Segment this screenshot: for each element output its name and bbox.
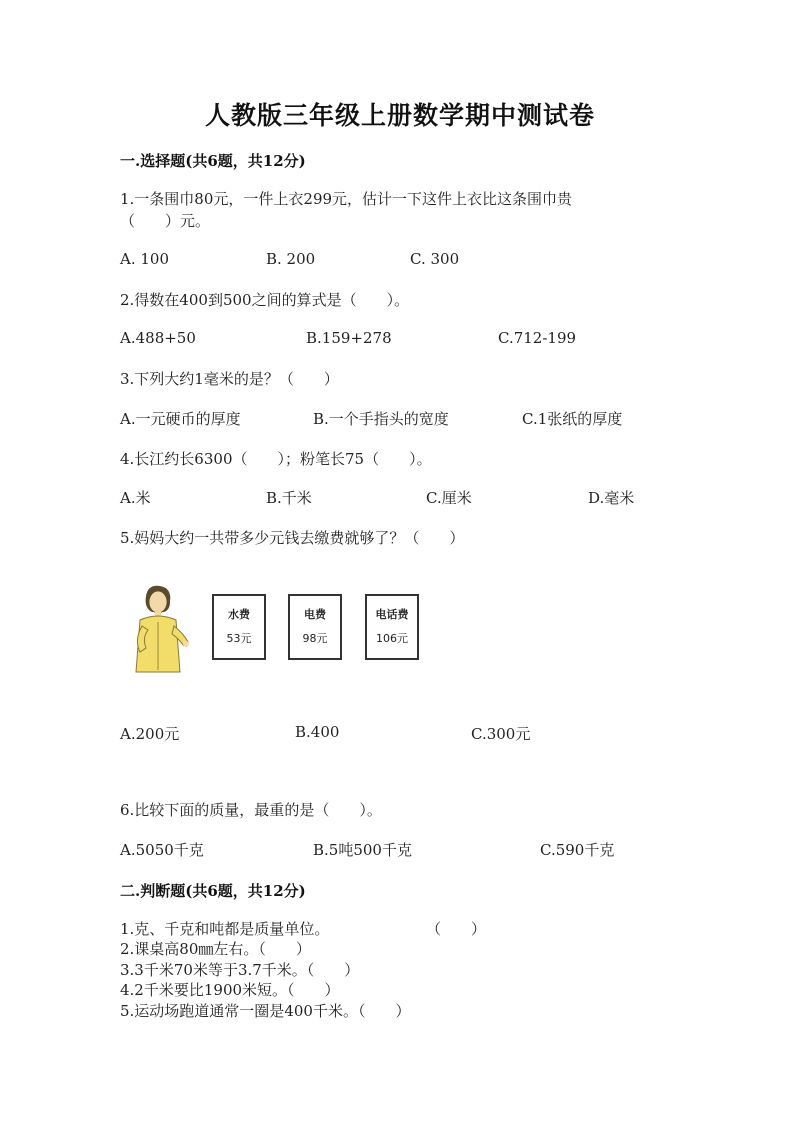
question-3-text: 3.下列大约1毫米的是？（ ）: [120, 370, 339, 388]
bill-amount: 106元: [376, 632, 408, 645]
question-4-option-a: A.米: [120, 489, 151, 507]
question-6-text: 6.比较下面的质量，最重的是（ ）。: [120, 801, 382, 819]
bill-amount: 53元: [226, 632, 252, 645]
question-5-text: 5.妈妈大约一共带多少元钱去缴费就够了？（ ）: [120, 529, 465, 547]
question-5-option-b: B.400: [295, 723, 340, 741]
question-1-option-c: C. 300: [410, 250, 460, 268]
question-2-option-b: B.159+278: [306, 329, 392, 347]
question-4-option-c: C.厘米: [426, 489, 472, 507]
section-heading-judge: 二.判断题(共6题，共12分): [120, 882, 306, 900]
question-4-option-d: D.毫米: [588, 489, 635, 507]
question-6-option-b: B.5吨500千克: [313, 841, 412, 859]
bill-card-electricity: [288, 594, 342, 660]
question-1-text: 1.一条围巾80元，一件上衣299元，估计一下这件上衣比这条围巾贵: [120, 190, 573, 208]
page-title: 人教版三年级上册数学期中测试卷: [204, 101, 595, 130]
question-5-figure: [120, 582, 440, 677]
question-3-option-b: B.一个手指头的宽度: [313, 410, 449, 428]
question-1-text-cont: （ ）元。: [120, 212, 211, 230]
bill-label: 电费: [304, 608, 326, 621]
question-5-option-c: C.300元: [471, 725, 531, 743]
question-5-option-a: A.200元: [120, 725, 180, 743]
mother-illustration: [126, 582, 190, 674]
question-3-option-c: C.1张纸的厚度: [522, 410, 623, 428]
bill-label: 水费: [228, 608, 250, 621]
judge-item-5: 5.运动场跑道通常一圈是400千米。（ ）: [120, 1002, 411, 1020]
bill-card-phone: [365, 594, 419, 660]
section-heading-choice: 一.选择题(共6题，共12分): [120, 152, 306, 170]
question-1-option-a: A. 100: [120, 250, 169, 268]
question-6-option-c: C.590千克: [540, 841, 615, 859]
bill-card-water: [212, 594, 266, 660]
bill-label: 电话费: [375, 608, 409, 621]
question-4-text: 4.长江约长6300（ ）；粉笔长75（ ）。: [120, 450, 432, 468]
judge-item-3: 3.3千米70米等于3.7千米。（ ）: [120, 961, 360, 979]
question-4-option-b: B.千米: [266, 489, 312, 507]
question-2-option-a: A.488+50: [120, 329, 196, 347]
question-2-text: 2.得数在400到500之间的算式是（ ）。: [120, 291, 410, 309]
judge-item-2: 2.课桌高80㎜左右。（ ）: [120, 940, 311, 958]
question-6-option-a: A.5050千克: [120, 841, 204, 859]
judge-item-1: 1.克、千克和吨都是质量单位。: [120, 920, 330, 938]
judge-item-4: 4.2千米要比1900米短。（ ）: [120, 981, 340, 999]
question-3-option-a: A.一元硬币的厚度: [120, 410, 241, 428]
question-1-option-b: B. 200: [266, 250, 316, 268]
bill-amount: 98元: [302, 632, 328, 645]
judge-item-1-answer-blank: （ ）: [426, 920, 487, 938]
question-2-option-c: C.712-199: [498, 329, 577, 347]
